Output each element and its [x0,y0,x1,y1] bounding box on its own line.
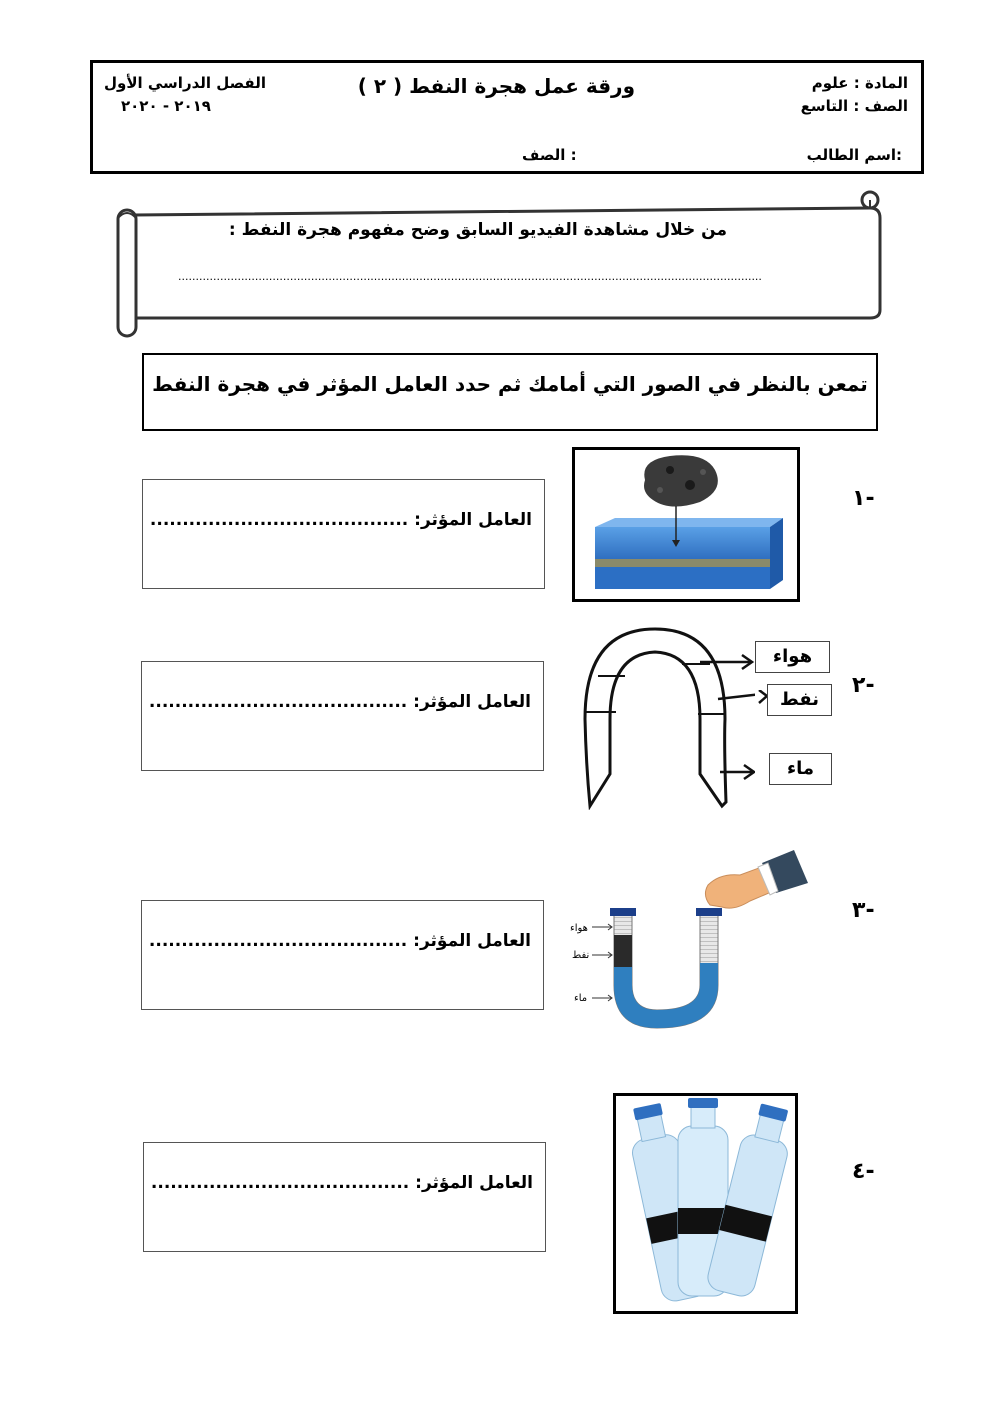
label-water: ماء [769,753,832,785]
scroll-question: من خلال مشاهدة الفيديو السابق وضح مفهوم هجرة النفط : [228,220,727,240]
answer-label: العامل المؤثر: ........................................ [149,510,532,530]
instruction-text: تمعن بالنظر في الصور التي أمامك ثم حدد العامل المؤثر في هجرة النفط [152,372,868,396]
subject-label: المادة : علوم [811,74,908,92]
item1-image [572,447,800,602]
item-number: ٤- [852,1159,875,1184]
label-air: هواء [755,641,830,673]
u-tube-oil-label: نفط [572,950,590,961]
answer-box[interactable] [141,900,544,1010]
answer-box[interactable] [141,661,544,771]
scroll-shape [110,188,890,340]
answer-label: العامل المؤثر: ........................................ [150,1173,533,1193]
answer-label: العامل المؤثر: ........................................ [148,692,531,712]
answer-box[interactable] [142,479,545,589]
semester-label: الفصل الدراسي الأول [104,74,266,92]
answer-label: العامل المؤثر: ........................................ [148,931,531,951]
page-title: ورقة عمل هجرة النفط ( ٢ ) [357,74,635,98]
year-label: ٢٠١٩ - ٢٠٢٠ [121,97,211,115]
item4-image [613,1093,798,1314]
u-tube-experiment [562,845,812,1035]
answer-box[interactable] [143,1142,546,1252]
student-name-field[interactable]: اسم الطالب: [806,146,902,164]
scroll-answer-line[interactable]: ....................................................................................................................................................................... [178,270,762,283]
item-number: ١- [852,486,875,511]
item-number: ٣- [852,898,875,923]
sponge-rock-illustration [575,450,797,599]
u-tube-water-label: ماء [574,993,588,1004]
item-number: ٢- [852,673,875,698]
u-tube-air-label: هواء [570,923,588,934]
label-oil: نفط [767,684,832,716]
arch-tube-diagram [580,624,755,810]
grade-label: الصف : التاسع [800,97,908,115]
class-field[interactable]: الصف : [522,146,577,164]
bottles-illustration [616,1096,795,1311]
